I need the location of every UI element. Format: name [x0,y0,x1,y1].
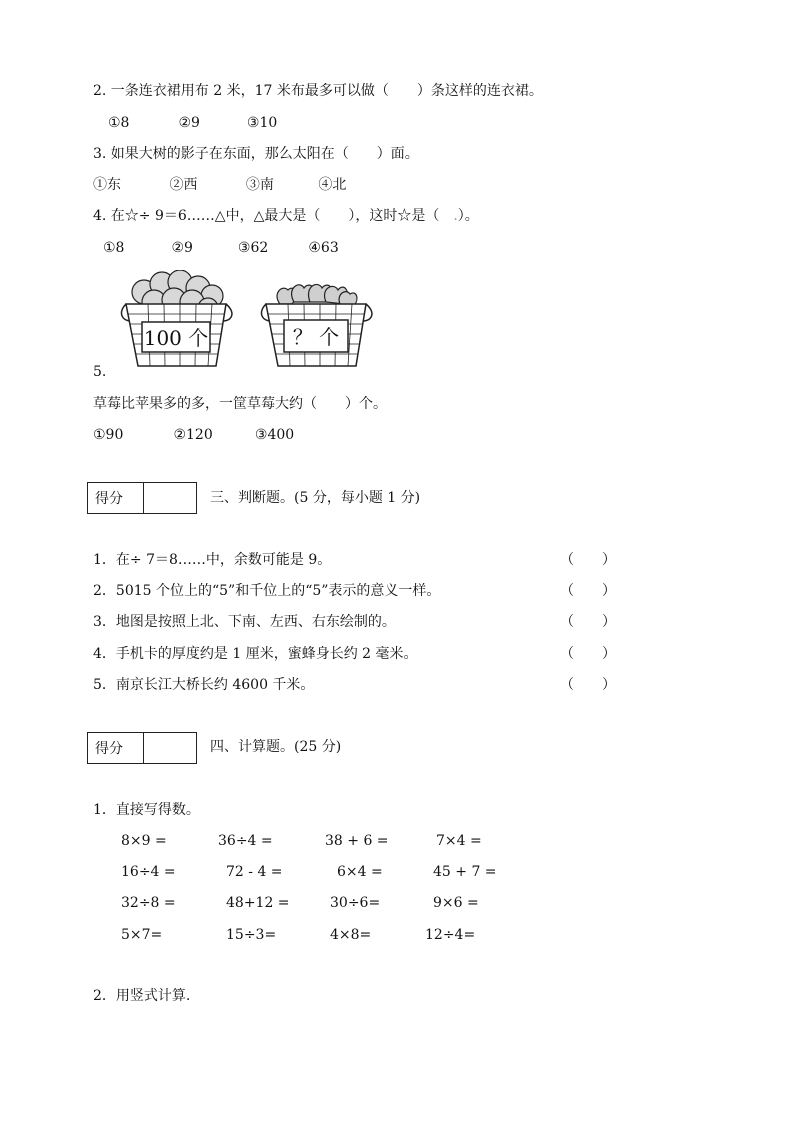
q2-option-1: ①8 [108,115,130,131]
calc-3-2: 48+12 = [226,895,290,911]
q4-stem-part-b: ）。 [457,208,479,224]
section-4-score-blank [144,733,196,763]
calc-3-4: 9×6 = [433,895,479,911]
judge-item-4-paren: （ ） [560,646,616,662]
question-3-stem: 3. 如果大树的影子在东面，那么太阳在（ ）面。 [93,146,419,162]
question-2-stem: 2. 一条连衣裙用布 2 米，17 米布最多可以做（ ）条这样的连衣裙。 [93,83,543,99]
q3-option-2: ②西 [169,177,198,193]
question-4-stem [93,207,479,225]
q4-option-2: ②9 [171,240,193,256]
section-3-score-blank [144,483,196,513]
strawberry-basket-label: ？ 个 [292,325,340,349]
judge-item-4: 4．手机卡的厚度约是 1 厘米，蜜蜂身长约 2 毫米。 [93,646,418,662]
judge-item-5-paren: （ ） [560,677,616,693]
apple-basket [121,270,231,366]
calc-2-2: 72 - 4 = [226,864,283,880]
question-5-options [93,426,294,444]
strawberry-basket [261,284,371,366]
section-4-sub2: 2．用竖式计算. [93,988,191,1004]
section-4-score-box [87,732,197,764]
q4-option-3: ③62 [237,240,269,256]
judge-item-2: 2．5015 个位上的“5”和千位上的“5”表示的意义一样。 [93,583,441,599]
q4-option-4: ④63 [308,240,339,256]
q4-option-1: ①8 [103,240,125,256]
calc-4-1: 5×7= [121,927,163,943]
question-4-options [103,239,339,257]
q4-stem-dot: . [453,208,458,224]
question-3-options [93,176,346,194]
section-3-score-label: 得分 [88,483,144,513]
calc-4-3: 4×8= [330,927,372,943]
section-4-sub1: 1．直接写得数。 [93,802,200,818]
q3-option-4: ④北 [318,177,347,193]
calc-1-4: 7×4 = [436,833,482,849]
calc-4-4: 12÷4= [425,927,476,943]
q2-option-3: ③10 [246,115,278,131]
basket-illustration [120,270,380,375]
q5-option-3: ③400 [254,427,295,443]
question-5-number: 5. [93,364,107,380]
calc-4-2: 15÷3= [226,927,277,943]
question-2-options [108,114,277,132]
calc-3-1: 32÷8 = [121,895,176,911]
judge-item-5: 5．南京长江大桥长约 4600 千米。 [93,677,315,693]
section-3-score-box [87,482,197,514]
calc-2-1: 16÷4 = [121,864,176,880]
calc-2-3: 6×4 = [337,864,383,880]
calc-2-4: 45 + 7 = [433,864,497,880]
judge-item-2-paren: （ ） [560,583,616,599]
q3-option-1: ①东 [93,177,121,193]
judge-item-1-paren: （ ） [560,552,616,568]
calc-1-2: 36÷4 = [218,833,273,849]
q3-option-3: ③南 [245,177,274,193]
judge-item-1: 1．在÷ 7＝8……中，余数可能是 9。 [93,552,332,568]
judge-item-3-paren: （ ） [560,614,616,630]
question-5-stem: 草莓比苹果多的多，一筐草莓大约（ ）个。 [93,396,387,412]
apple-basket-label: 100 个 [143,326,209,350]
judge-item-3: 3．地图是按照上北、下南、左西、右东绘制的。 [93,614,396,630]
section-4-score-label: 得分 [88,733,144,763]
section-4-title: 四、计算题。(25 分) [210,739,342,755]
q5-option-1: ①90 [93,427,124,443]
q2-option-2: ②9 [178,115,200,131]
calc-1-3: 38 + 6 = [325,833,389,849]
q5-option-2: ②120 [173,427,213,443]
calc-3-3: 30÷6= [330,895,381,911]
q4-stem-part-a: 4. 在☆÷ 9＝6……△中，△最大是（ ），这时☆是（ [93,208,454,224]
calc-1-1: 8×9 = [121,833,167,849]
section-3-title: 三、判断题。(5 分，每小题 1 分) [210,490,421,506]
